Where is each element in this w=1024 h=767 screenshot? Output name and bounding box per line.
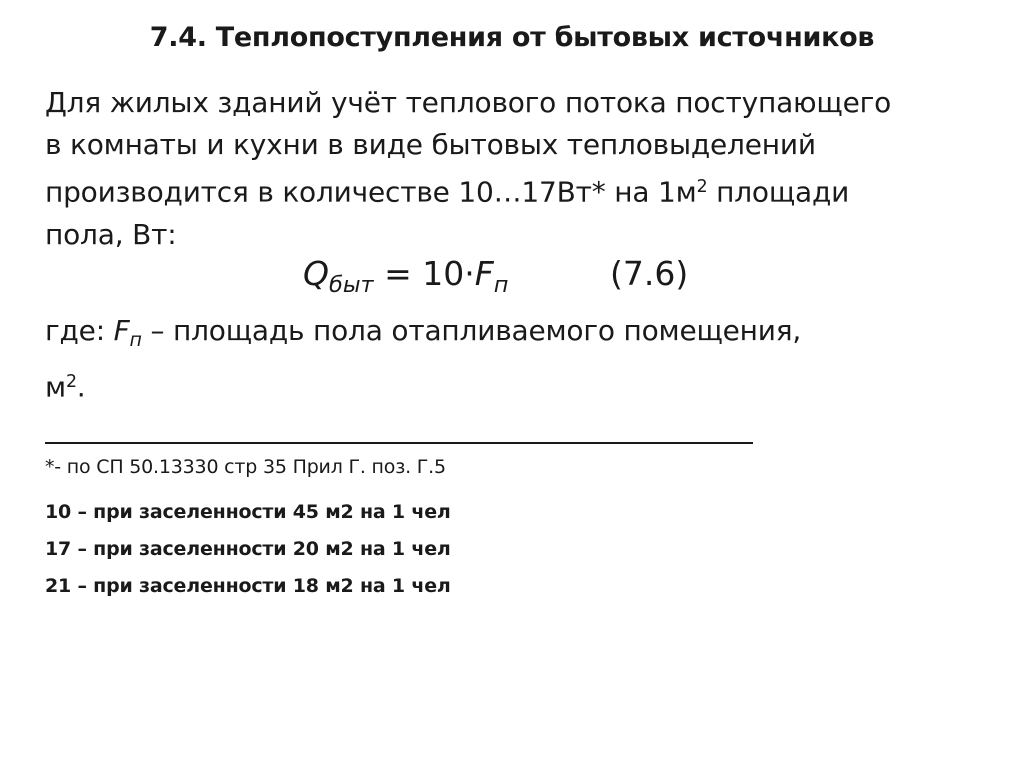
- formula-symbol: Q: [303, 254, 329, 293]
- divider-line: [45, 442, 753, 444]
- formula-subscript: п: [493, 272, 509, 299]
- paragraph-text: площади: [707, 175, 850, 209]
- notes-list: [45, 494, 451, 605]
- where-line: [45, 361, 995, 409]
- where-line: [45, 310, 995, 361]
- formula-subscript: быт: [328, 272, 374, 299]
- unit-end: .: [76, 370, 86, 404]
- note-item: 10 – при заселенности 45 м2 на 1 чел: [45, 501, 451, 523]
- slide-title: 7.4. Теплопоступления от бытовых источников: [149, 22, 875, 53]
- footnote: *- по СП 50.13330 стр 35 Прил Г. поз. Г.5: [45, 456, 446, 478]
- intro-paragraph: [45, 82, 995, 256]
- where-paragraph: [45, 310, 995, 409]
- where-description: – площадь пола отапливаемого помещения,: [141, 314, 802, 347]
- paragraph-line: [45, 166, 995, 214]
- unit: м: [45, 370, 66, 404]
- paragraph-line: Для жилых зданий учёт теплового потока поступающего: [45, 86, 892, 119]
- formula-symbol: F: [474, 254, 494, 293]
- superscript: 2: [696, 177, 708, 197]
- paragraph-line: пола, Вт:: [45, 217, 177, 251]
- formula: [303, 254, 508, 298]
- where-prefix: где:: [45, 314, 114, 347]
- note-item: 21 – при заселенности 18 м2 на 1 чел: [45, 575, 451, 597]
- formula-operator: = 10·: [373, 254, 475, 293]
- paragraph-text: производится в количестве 10…17Вт* на 1м: [45, 175, 697, 209]
- paragraph-line: в комнаты и кухни в виде бытовых тепловыделений: [45, 128, 816, 161]
- note-item: 17 – при заселенности 20 м2 на 1 чел: [45, 538, 451, 560]
- equation-number: (7.6): [610, 254, 689, 293]
- formula-row: [0, 254, 1024, 304]
- where-subscript: п: [129, 329, 142, 352]
- where-symbol: F: [113, 314, 130, 347]
- superscript: 2: [65, 372, 77, 393]
